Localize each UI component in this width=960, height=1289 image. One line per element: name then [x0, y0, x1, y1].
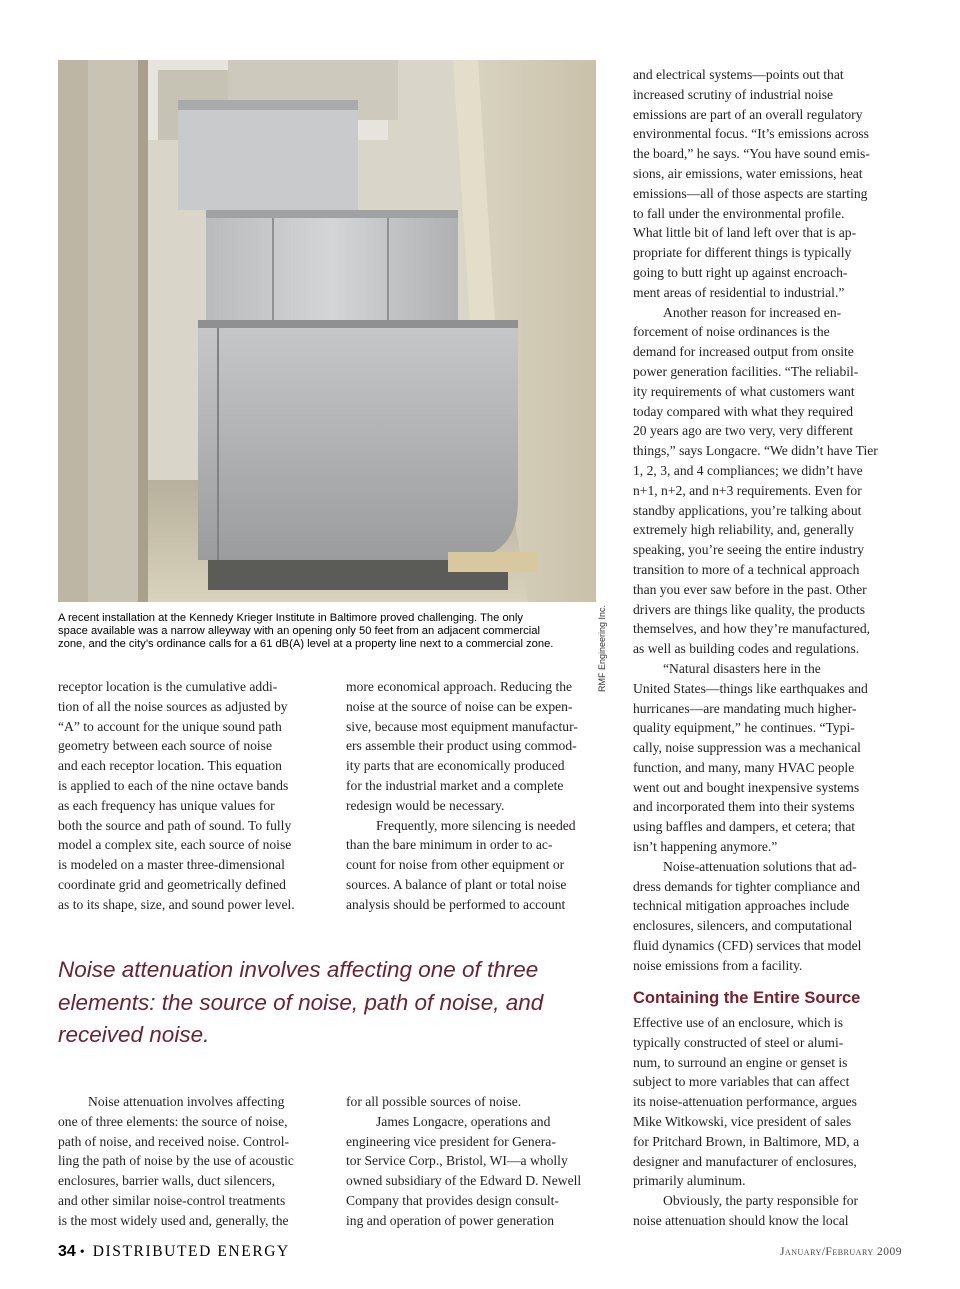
text-line: sions, air emissions, water emissions, heat: [633, 165, 863, 181]
text-line: Company that provides design consult-: [346, 1192, 559, 1208]
text-line: path of noise, and received noise. Control-: [58, 1133, 290, 1149]
text-line: owned subsidiary of the Edward D. Newell: [346, 1173, 582, 1189]
magazine-name: DISTRIBUTED ENERGY: [92, 1243, 290, 1260]
text-line: noise attenuation should know the local: [633, 1212, 849, 1228]
text-line: What little bit of land left over that is ap-: [633, 225, 857, 241]
text-line: count for noise from other equipment or: [346, 857, 565, 873]
text-line: model a complex site, each source of noise: [58, 837, 292, 853]
text-line: ers assemble their product using commod-: [346, 738, 577, 754]
text-line: isn’t happening anymore.”: [633, 839, 778, 855]
text-line: as to its shape, size, and sound power level.: [58, 896, 295, 912]
text-line: and each receptor location. This equation: [58, 758, 282, 774]
text-line: extremely high reliability, and, generally: [633, 522, 855, 538]
text-line: demand for increased output from onsite: [633, 344, 854, 360]
text-line: dress demands for tighter compliance and: [633, 878, 860, 894]
text-line: emissions—all of those aspects are starting: [633, 185, 868, 201]
text-line: and electrical systems—points out that: [633, 67, 844, 82]
caption-line: space available was a narrow alleyway with an opening only 50 feet from an adjacent commercial: [58, 625, 540, 637]
photo-credit-text: RMF Engineering Inc.: [597, 604, 607, 692]
text-line: 20 years ago are two very, very different: [633, 423, 854, 439]
text-line: forcement of noise ordinances is the: [633, 324, 830, 340]
text-line: engineering vice president for Genera-: [346, 1133, 556, 1149]
text-line: drivers are things like quality, the products: [633, 601, 866, 617]
text-line: hurricanes—are mandating much higher-: [633, 700, 857, 716]
text-line: tion of all the noise sources as adjusted by: [58, 698, 288, 714]
text-line: is applied to each of the nine octave bands: [58, 777, 289, 793]
footer-bullet: •: [79, 1245, 85, 1260]
text-line: than the bare minimum in order to ac-: [346, 837, 553, 853]
text-line: speaking, you’re seeing the entire industry: [633, 542, 865, 558]
text-line: analysis should be performed to account: [346, 896, 566, 912]
text-line: tor Service Corp., Bristol, WI—a wholly: [346, 1153, 568, 1169]
photo-credit: [597, 604, 611, 694]
text-line: environmental focus. “It’s emissions across: [633, 126, 869, 142]
pull-quote-line: Noise attenuation involves affecting one of three: [58, 957, 539, 982]
text-line: coordinate grid and geometrically defined: [58, 876, 286, 892]
text-line: Frequently, more silencing is needed: [376, 817, 576, 833]
text-line: and incorporated them into their systems: [633, 799, 855, 815]
column-2-top: [346, 677, 578, 915]
text-line: United States—things like earthquakes and: [633, 680, 868, 696]
text-line: Mike Witkowski, vice president of sales: [633, 1113, 852, 1129]
text-line: is the most widely used and, generally, the: [58, 1212, 289, 1228]
text-line: Obviously, the party responsible for: [663, 1193, 859, 1209]
text-line: went out and bought inexpensive systems: [633, 779, 860, 795]
text-line: subject to more variables that can affect: [633, 1074, 850, 1090]
text-line: for all possible sources of noise.: [346, 1094, 522, 1109]
text-line: today compared with what they required: [633, 403, 854, 419]
enclosure-photo: [58, 60, 596, 602]
text-line: primarily aluminum.: [633, 1173, 746, 1189]
text-line: typically constructed of steel or alumi-: [633, 1034, 844, 1050]
column-1-top: [58, 677, 295, 915]
photo-caption: [58, 612, 598, 651]
text-line: redesign would be necessary.: [346, 797, 505, 813]
caption-line: A recent installation at the Kennedy Krieger Institute in Baltimore proved challenging. The only: [58, 612, 523, 624]
text-line: ing and operation of power generation: [346, 1212, 554, 1228]
pull-quote-line: elements: the source of noise, path of noise, and: [58, 989, 544, 1015]
text-line: more economical approach. Reducing the: [346, 679, 573, 694]
text-line: enclosures, barrier walls, duct silencers,: [58, 1173, 276, 1189]
text-line: designer and manufacturer of enclosures,: [633, 1153, 857, 1169]
text-line: technical mitigation approaches include: [633, 898, 850, 914]
text-line: Effective use of an enclosure, which is: [633, 1015, 843, 1030]
text-line: and other similar noise-control treatments: [58, 1192, 286, 1208]
text-line: going to butt right up against encroach-: [633, 264, 848, 280]
column-3-lower: [633, 1013, 859, 1231]
text-line: its noise-attenuation performance, argues: [633, 1094, 857, 1110]
text-line: fluid dynamics (CFD) services that model: [633, 938, 862, 954]
text-line: emissions are part of an overall regulatory: [633, 106, 863, 122]
text-line: geometry between each source of noise: [58, 738, 273, 754]
text-line: standby applications, you’re talking about: [633, 502, 862, 518]
text-line: “A” to account for the unique sound path: [58, 718, 282, 734]
pull-quote: [58, 954, 608, 1052]
caption-line: zone, and the city’s ordinance calls for a 61 dB(A) level at a property line next to a commercial zone.: [58, 638, 554, 650]
page-number: 34: [58, 1243, 76, 1260]
text-line: using baffles and dampers, et cetera; that: [633, 819, 856, 835]
text-line: receptor location is the cumulative addi-: [58, 679, 278, 694]
text-line: is modeled on a master three-dimensional: [58, 857, 285, 873]
text-line: as well as building codes and regulations.: [633, 641, 860, 657]
text-line: both the source and path of sound. To fully: [58, 817, 292, 833]
text-line: Another reason for increased en-: [663, 304, 842, 320]
text-line: transition to more of a technical approach: [633, 561, 860, 577]
text-line: increased scrutiny of industrial noise: [633, 86, 834, 102]
text-line: noise at the source of noise can be expen-: [346, 698, 573, 714]
text-line: cally, noise suppression was a mechanical: [633, 740, 861, 756]
text-line: ity parts that are economically produced: [346, 758, 565, 774]
text-line: for the industrial market and a complete: [346, 777, 564, 793]
text-line: noise emissions from a facility.: [633, 957, 803, 973]
text-line: sive, because most equipment manufactur-: [346, 718, 578, 734]
text-line: function, and many, many HVAC people: [633, 759, 855, 775]
page-footer: [58, 1243, 290, 1261]
text-line: to fall under the environmental profile.: [633, 205, 845, 221]
text-line: ling the path of noise by the use of acoustic: [58, 1153, 294, 1169]
text-line: the board,” he says. “You have sound emis-: [633, 146, 870, 162]
text-line: ment areas of residential to industrial.”: [633, 284, 845, 300]
column-3: [633, 65, 878, 976]
text-line: James Longacre, operations and: [376, 1113, 551, 1129]
text-line: enclosures, silencers, and computational: [633, 918, 853, 934]
text-line: for Pritchard Brown, in Baltimore, MD, a: [633, 1133, 860, 1149]
text-line: themselves, and how they’re manufactured,: [633, 621, 871, 637]
text-line: Noise attenuation involves affecting: [88, 1094, 285, 1109]
text-line: n+1, n+2, and n+3 requirements. Even for: [633, 482, 862, 498]
section-subhead: Containing the Entire Source: [633, 989, 861, 1007]
text-line: things,” says Longacre. “We didn’t have Tier: [633, 443, 878, 459]
text-line: Noise-attenuation solutions that ad-: [663, 858, 857, 874]
column-2-bottom: [346, 1092, 581, 1231]
text-line: num, to surround an engine or genset is: [633, 1054, 848, 1070]
text-line: sources. A balance of plant or total noise: [346, 876, 567, 892]
text-line: ity requirements of what customers want: [633, 383, 855, 399]
issue-date: January/February 2009: [779, 1246, 902, 1258]
text-line: quality equipment,” he continues. “Typi-: [633, 720, 855, 736]
text-line: 1, 2, 3, and 4 compliances; we didn’t have: [633, 462, 863, 478]
text-line: than you ever saw before in the past. Other: [633, 581, 867, 597]
text-line: “Natural disasters here in the: [663, 660, 821, 676]
text-line: propriate for different things is typically: [633, 245, 852, 261]
text-line: one of three elements: the source of noise,: [58, 1113, 288, 1129]
text-line: as each frequency has unique values for: [58, 797, 275, 813]
column-1-bottom: [58, 1092, 294, 1231]
pull-quote-line: received noise.: [58, 1022, 210, 1047]
text-line: power generation facilities. “The reliabil-: [633, 363, 859, 379]
